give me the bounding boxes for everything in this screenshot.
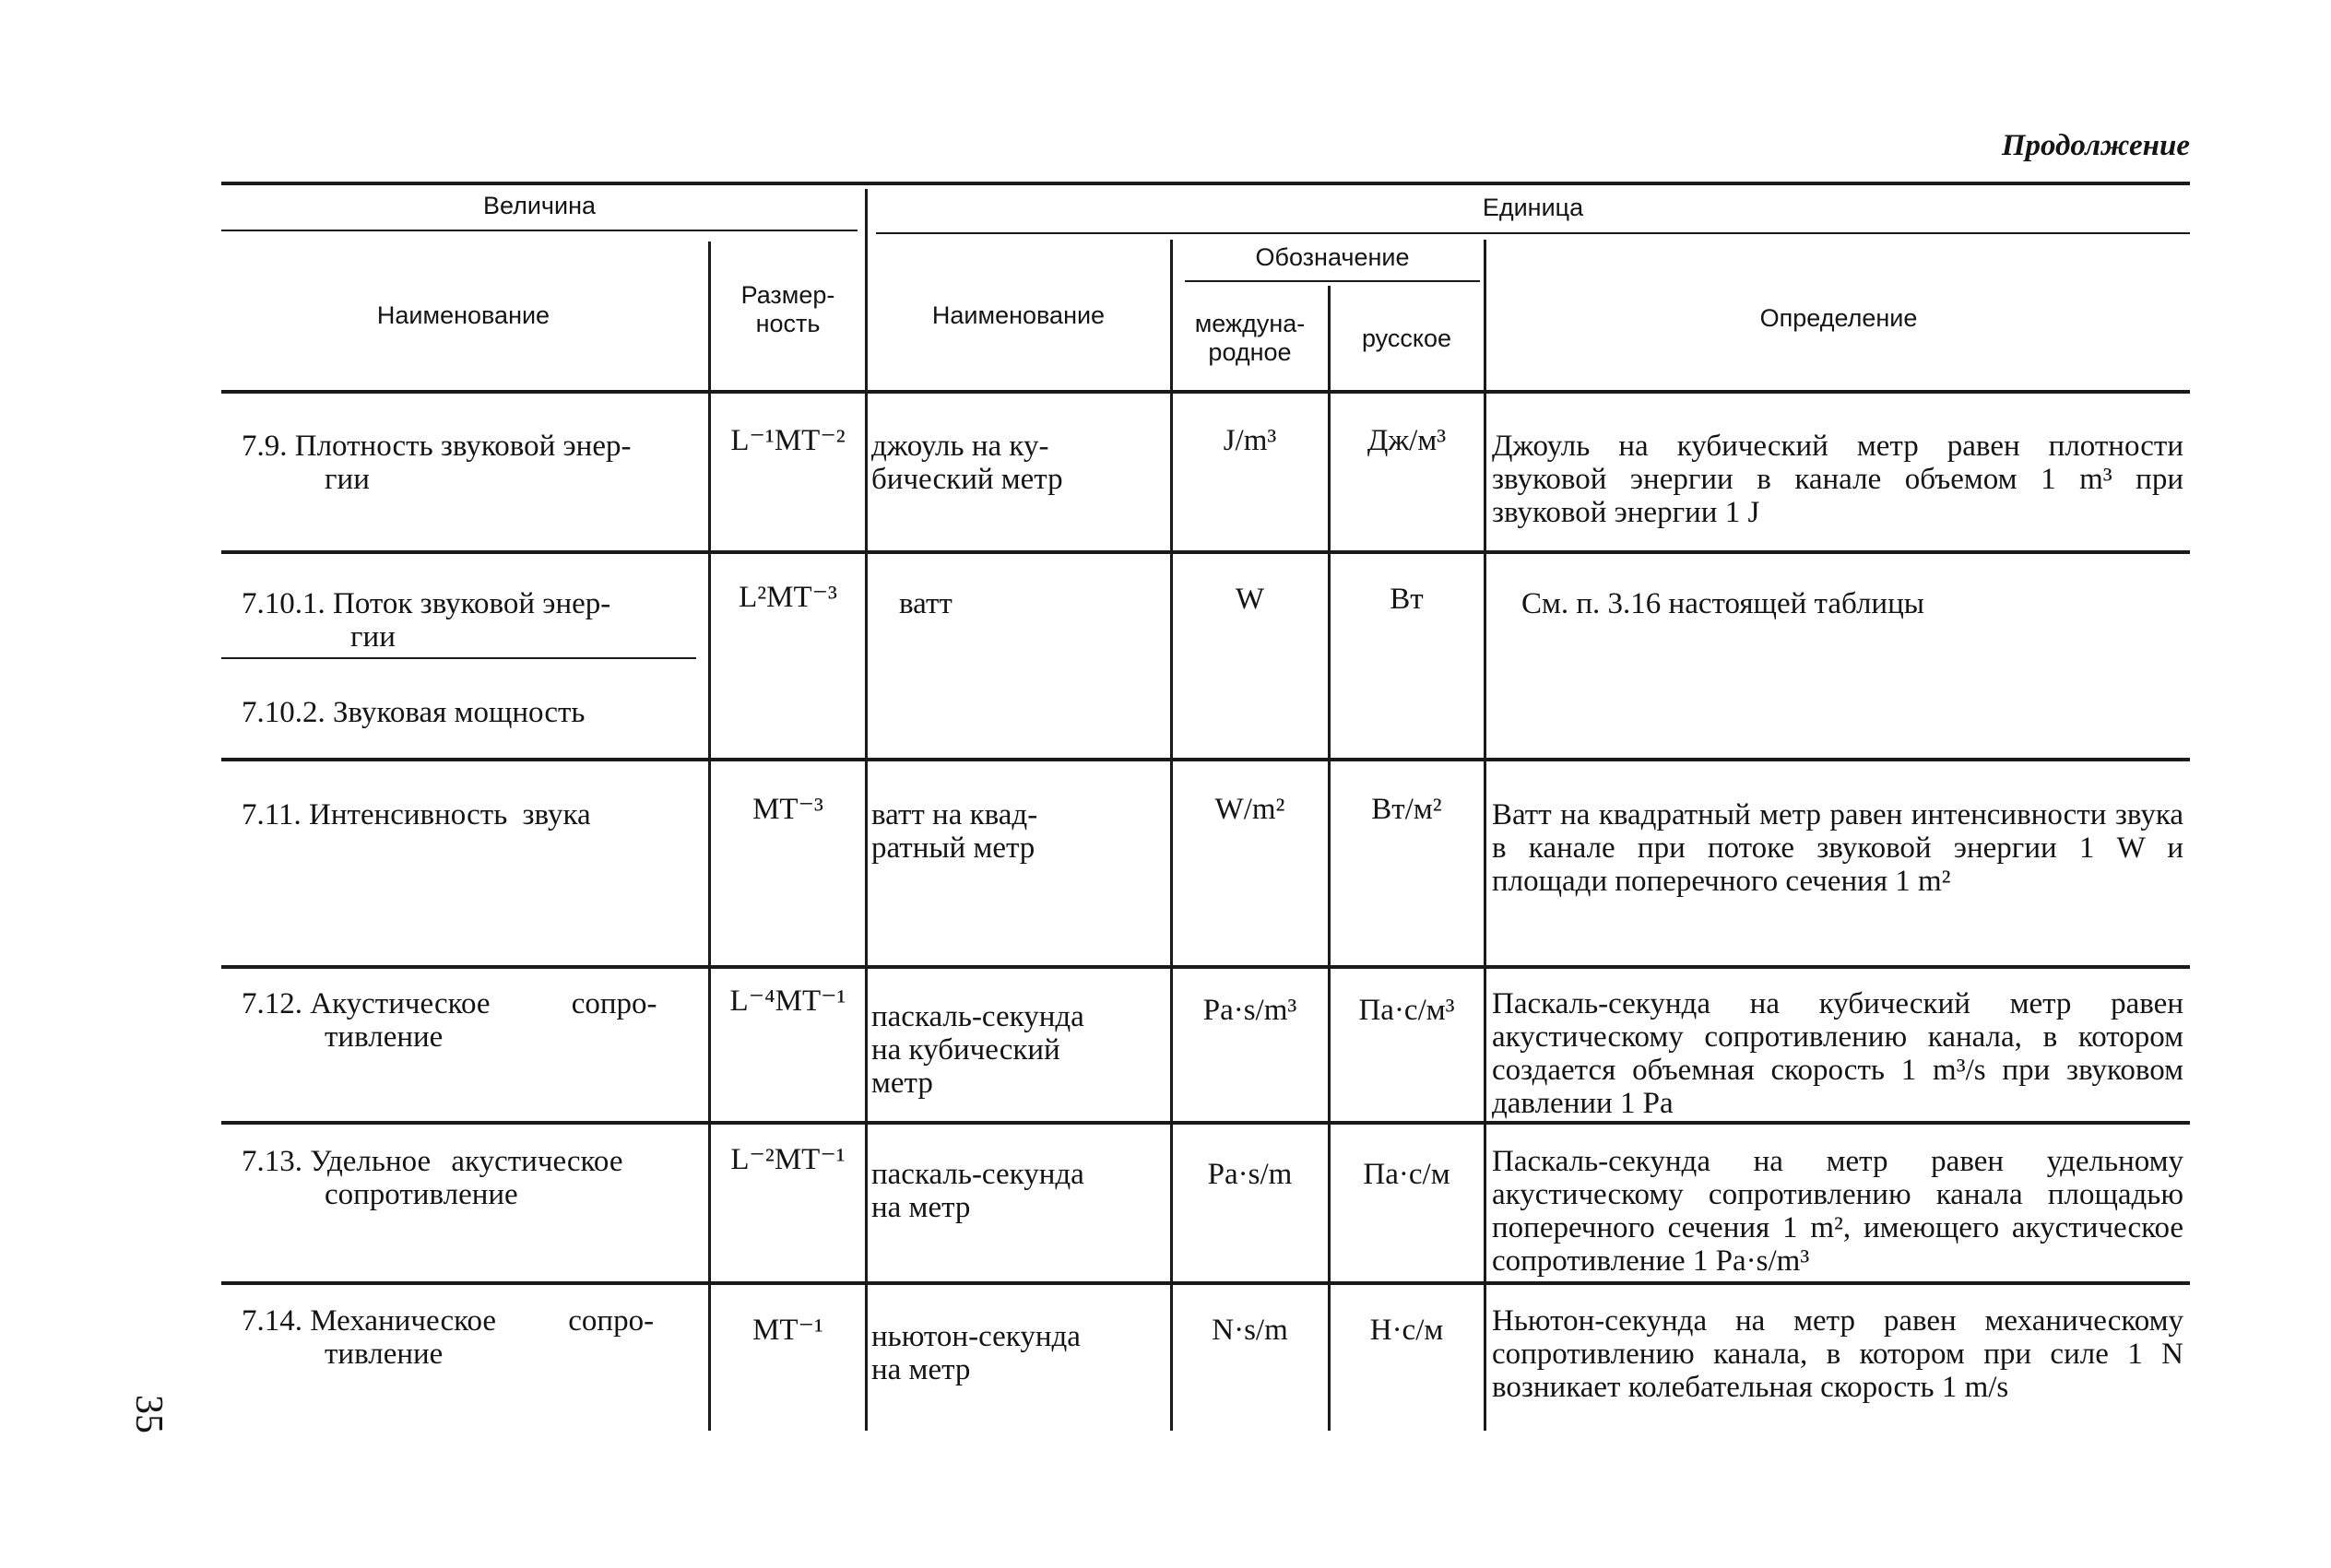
definition-7-12: Паскаль-секунда на кубический метр равен акустическому сопротивлению канала, в котором создается объемная скорость 1 m³/s при звуковом давлении 1 Pa bbox=[1492, 987, 2183, 1120]
page-number: 35 bbox=[127, 1395, 170, 1433]
header-unit: Единица bbox=[1482, 194, 1584, 221]
intl-symbol-7-14: N·s/m bbox=[1212, 1314, 1288, 1347]
row-rule bbox=[221, 550, 2190, 554]
column-rule bbox=[1328, 286, 1331, 1431]
header-designation: Обозначение bbox=[1255, 243, 1410, 271]
dimension-7-14: MT⁻¹ bbox=[752, 1314, 823, 1347]
column-rule bbox=[708, 242, 711, 1431]
row-number: 7.11. bbox=[242, 798, 302, 831]
intl-symbol-7-11: W/m² bbox=[1214, 793, 1285, 826]
row-number: 7.10.2. bbox=[242, 696, 325, 729]
quantity-header-rule bbox=[221, 230, 858, 231]
definition-7-10: См. п. 3.16 настоящей таблицы bbox=[1521, 587, 1924, 620]
header-bottom-rule bbox=[221, 390, 2190, 394]
definition-7-14: Ньютон-секунда на метр равен механическому сопротивлению канала, в котором при силе 1 N возникает колебательная скорость 1 m/s bbox=[1492, 1304, 2183, 1404]
continuation-note: Продолжение bbox=[2001, 129, 2190, 162]
row-number: 7.10.1. bbox=[242, 587, 325, 620]
intl-symbol-7-10: W bbox=[1235, 583, 1265, 616]
row-rule bbox=[221, 1121, 2190, 1125]
dimension-7-12: L⁻⁴MT⁻¹ bbox=[729, 984, 846, 1018]
quantity-name-7-10-1 bbox=[242, 587, 703, 654]
column-rule bbox=[1170, 240, 1173, 1431]
intl-symbol-7-9: J/m³ bbox=[1223, 424, 1277, 457]
rus-symbol-7-10: Вт bbox=[1390, 583, 1424, 616]
quantity-name-7-13 bbox=[242, 1145, 703, 1211]
rus-symbol-7-14: Н·с/м bbox=[1369, 1314, 1444, 1347]
dimension-7-13: L⁻²MT⁻¹ bbox=[730, 1143, 846, 1176]
intl-symbol-7-12: Pa·s/m³ bbox=[1202, 994, 1297, 1027]
quantity-name-7-11 bbox=[242, 798, 703, 831]
row-number: 7.13. bbox=[242, 1145, 302, 1178]
definition-7-13: Паскаль-секунда на метр равен удельному акустическому сопротивлению канала площадью поперечного сечения 1 m², имеющего акустическое сопротивление 1 Pa·s/m³ bbox=[1492, 1145, 2183, 1278]
row-number: 7.14. bbox=[242, 1304, 302, 1338]
quantity-name-7-10-2 bbox=[242, 696, 703, 729]
quantity-name-continuation: тивление bbox=[325, 1020, 444, 1054]
definition-7-11: Ватт на квадратный метр равен интенсивности звука в канале при потоке звуковой энергии 1 W и площади поперечного сечения 1 m² bbox=[1492, 798, 2183, 898]
dimension-7-10: L²MT⁻³ bbox=[739, 581, 837, 614]
header-russian: русское bbox=[1361, 324, 1452, 352]
unit-name-7-12: паскаль-секунда на кубический метр bbox=[871, 1000, 1084, 1100]
table-top-rule bbox=[221, 182, 2190, 185]
row-rule bbox=[221, 965, 2190, 969]
row-number: 7.12. bbox=[242, 987, 302, 1020]
row-rule bbox=[221, 657, 696, 659]
unit-name-7-11: ватт на квад- ратный метр bbox=[871, 798, 1038, 865]
row-rule bbox=[221, 758, 2190, 761]
rus-symbol-7-13: Па·с/м bbox=[1363, 1158, 1450, 1191]
quantity-name-7-12 bbox=[242, 987, 703, 1054]
rus-symbol-7-12: Па·с/м³ bbox=[1358, 994, 1455, 1027]
row-rule bbox=[221, 1281, 2190, 1285]
quantity-name-text: Акустическое сопро- bbox=[310, 987, 657, 1020]
header-quantity: Величина bbox=[482, 192, 597, 219]
quantity-name-7-9 bbox=[242, 430, 703, 496]
column-rule bbox=[1484, 240, 1486, 1431]
unit-header-rule bbox=[876, 232, 2190, 234]
header-quantity-name: Наименование bbox=[376, 301, 550, 329]
quantity-name-continuation: сопротивление bbox=[325, 1178, 518, 1211]
header-international: междуна- родное bbox=[1194, 310, 1306, 366]
quantity-name-continuation: гии bbox=[350, 620, 396, 654]
header-dimension: Размер- ность bbox=[740, 281, 835, 337]
unit-name-7-9: джоуль на ку- бический метр bbox=[871, 430, 1063, 496]
dimension-7-9: L⁻¹MT⁻² bbox=[730, 424, 846, 457]
unit-name-7-14: ньютон-секунда на метр bbox=[871, 1320, 1081, 1386]
quantity-name-text: Интенсивность звука bbox=[309, 798, 591, 831]
unit-name-7-10: ватт bbox=[899, 587, 953, 620]
intl-symbol-7-13: Pa·s/m bbox=[1207, 1158, 1293, 1191]
row-number: 7.9. bbox=[242, 430, 288, 463]
quantity-name-text: Механическое сопро- bbox=[310, 1304, 655, 1338]
header-definition: Определение bbox=[1759, 304, 1918, 332]
unit-name-7-13: паскаль-секунда на метр bbox=[871, 1158, 1084, 1224]
quantity-name-text: Плотность звуковой энер- bbox=[294, 430, 632, 463]
definition-7-9: Джоуль на кубический метр равен плотности звуковой энергии в канале объемом 1 m³ при звуковой энергии 1 J bbox=[1492, 430, 2183, 529]
quantity-name-continuation: тивление bbox=[325, 1338, 444, 1371]
rus-symbol-7-9: Дж/м³ bbox=[1367, 424, 1447, 457]
quantity-name-text: Поток звуковой энер- bbox=[333, 587, 611, 620]
dimension-7-11: MT⁻³ bbox=[752, 793, 823, 826]
header-unit-name: Наименование bbox=[931, 301, 1106, 329]
quantity-name-text: Звуковая мощность bbox=[333, 696, 586, 729]
quantity-name-7-14 bbox=[242, 1304, 703, 1371]
quantity-name-text: Удельное акустическое bbox=[310, 1145, 623, 1178]
quantity-name-continuation: гии bbox=[325, 463, 370, 496]
rus-symbol-7-11: Вт/м² bbox=[1371, 793, 1442, 826]
designation-header-rule bbox=[1185, 280, 1480, 282]
column-rule bbox=[865, 189, 868, 1431]
